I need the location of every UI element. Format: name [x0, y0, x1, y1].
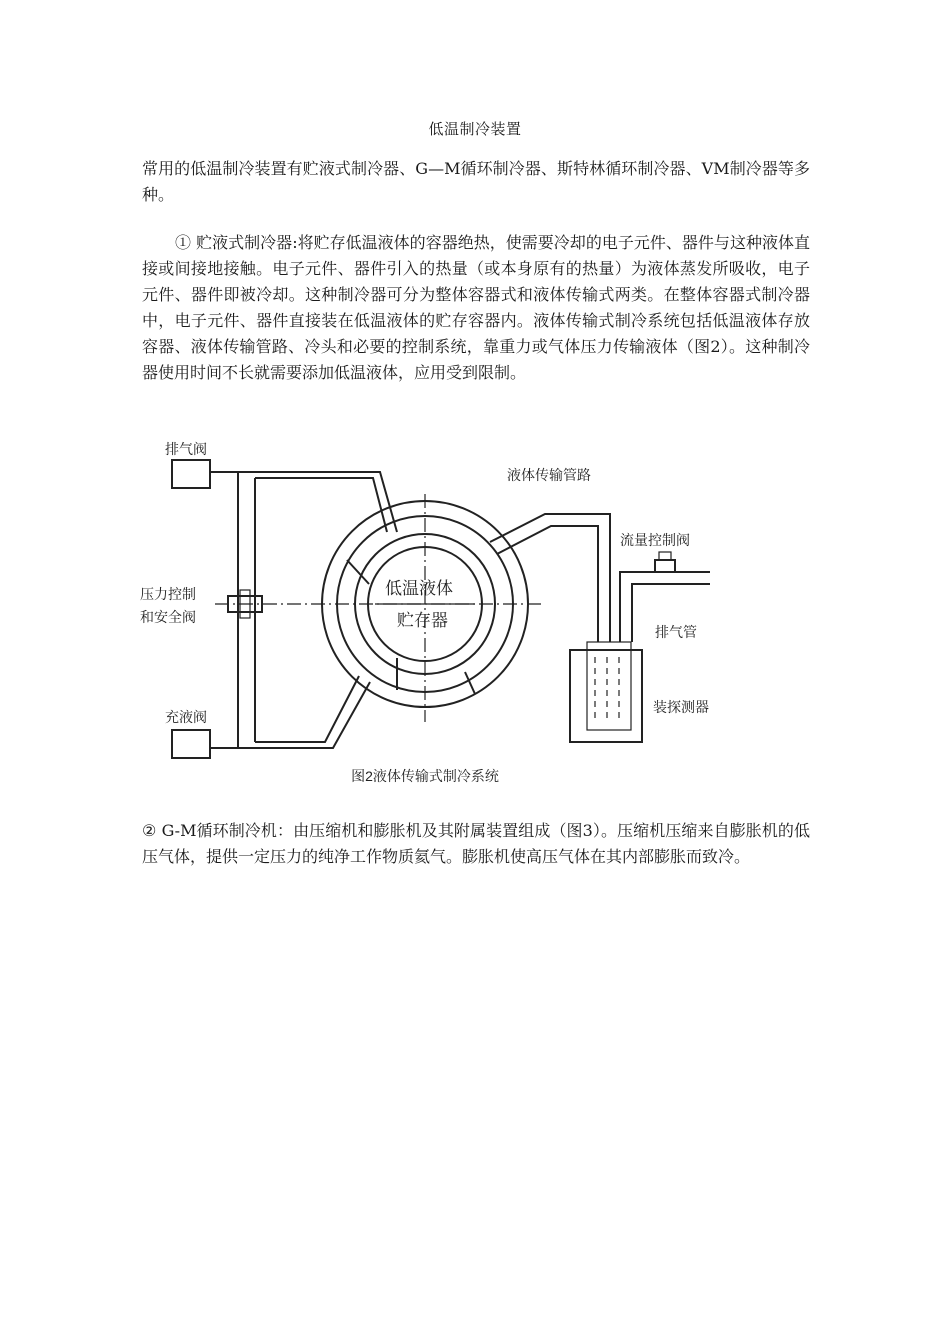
label-pressure-control-1: 压力控制: [140, 587, 196, 603]
fill-pipe-inner: [255, 676, 359, 742]
document-title: 低温制冷装置: [428, 120, 522, 138]
paragraph-intro: 常用的低温制冷装置有贮液式制冷器、G—M循环制冷器、斯特林循环制冷器、VM制冷器等多种。: [142, 159, 810, 204]
flow-control-valve: [655, 560, 675, 572]
label-pressure-control-2: 和安全阀: [140, 610, 196, 626]
label-fill-valve: 充液阀: [165, 710, 207, 726]
flow-valve-knob: [659, 552, 671, 560]
paragraph-gm-cooler: ② G-M循环制冷机：由压缩机和膨胀机及其附属装置组成（图3）。压缩机压缩来自膨胀机的低压气体，提供一定压力的纯净工作物质氦气。膨胀机使高压气体在其内部膨胀而致冷。: [142, 821, 810, 866]
transfer-line-inner: [497, 526, 598, 642]
transfer-line-outer: [490, 514, 610, 642]
label-exhaust-pipe: 排气管: [655, 625, 697, 641]
label-storage-1: 低温液体: [385, 579, 453, 599]
fill-valve-box: [172, 730, 210, 758]
paragraph-storage-cooler: ① 贮液式制冷器:将贮存低温液体的容器绝热，使需要冷却的电子元件、器件与这种液体直接或间接地接触。电子元件、器件引入的热量（或本身原有的热量）为液体蒸发所吸收，电子元件、器件即被冷却。这种制冷器可分为整体容器式和液体传输式两类。在整体容器式制冷器中，电子元件、器件直接装在低温液体的贮存容器内。液体传输式制冷系统包括低温液体存放容器、液体传输管路、冷头和必要的控制系统，靠重力或气体压力传输液体（图2）。这种制冷器使用时间不长就需要添加低温液体，应用受到限制。: [142, 233, 810, 382]
label-flow-valve: 流量控制阀: [620, 533, 690, 549]
detector-inner: [587, 642, 631, 730]
inner-tube-right: [465, 672, 475, 694]
label-detector: 装探测器: [653, 700, 709, 716]
fill-pipe-outer: [210, 682, 370, 748]
figure-caption: 图2液体传输式制冷系统: [351, 768, 499, 784]
exhaust-valve-box: [172, 460, 210, 488]
label-transfer-line: 液体传输管路: [507, 468, 591, 484]
inner-tube-left: [347, 560, 369, 584]
liquid-transfer-cooling-diagram: [135, 432, 735, 762]
exhaust-pipe-inner: [255, 478, 387, 532]
label-exhaust-valve: 排气阀: [165, 442, 207, 458]
label-storage-2: 贮存器: [397, 611, 448, 631]
